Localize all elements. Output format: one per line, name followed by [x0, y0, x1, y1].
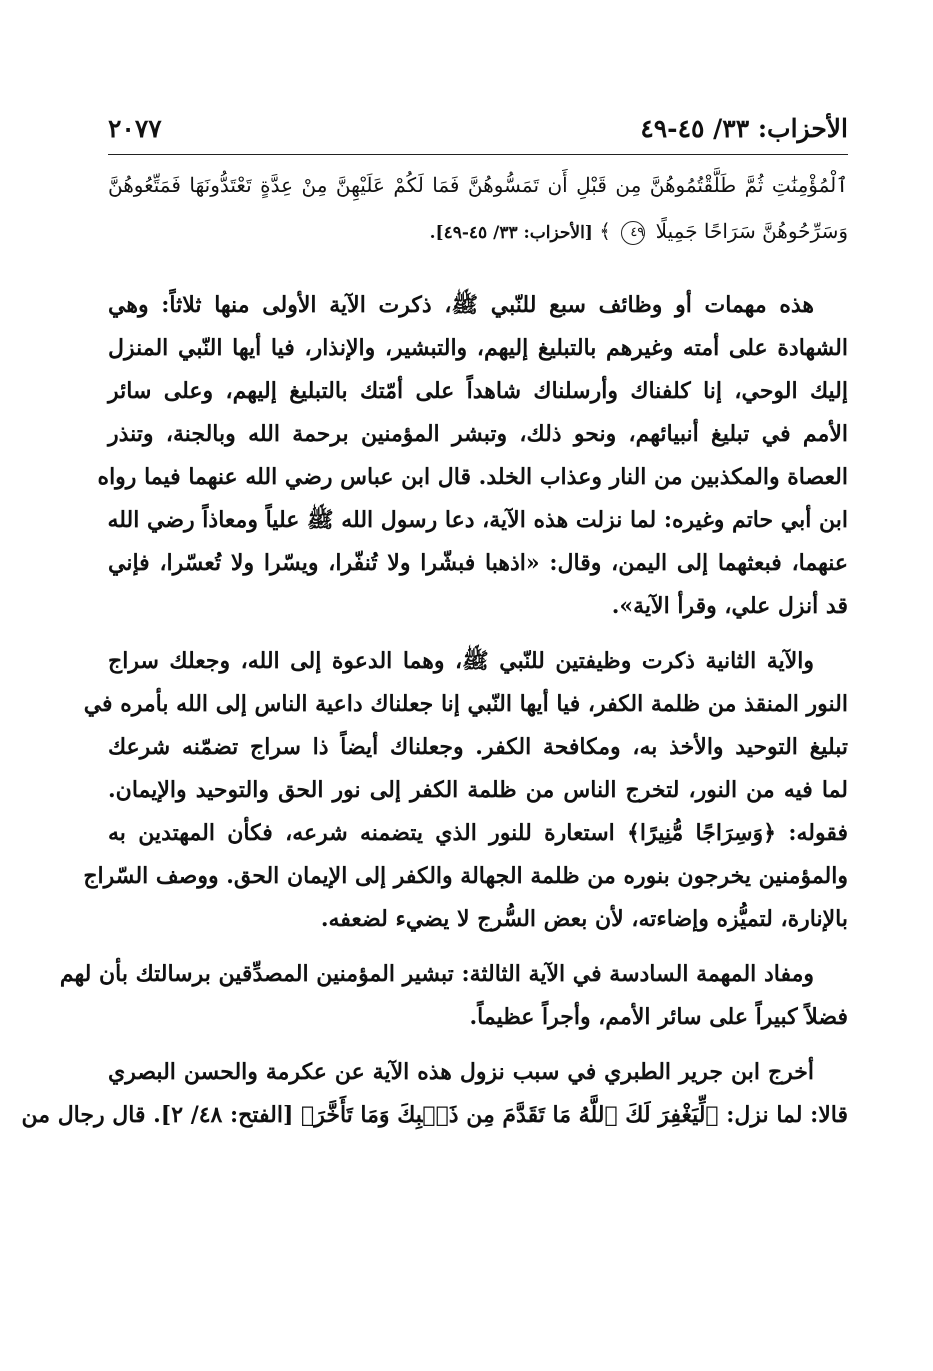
text-line: بالإنارة، لتميُّزه وإضاءته، لأن بعض السُّرج لا يضيء لضعفه. — [320, 906, 848, 932]
text-line: إليك الوحي، إنا كلفناك وأرسلناك شاهداً على أمّتك بالتبليغ إليهم، وعلى سائر — [108, 378, 848, 404]
quran-line-2-text: وَسَرِّحُوهُنَّ سَرَاحًا جَمِيلًا — [655, 219, 848, 243]
text-line: لما فيه من النور، لتخرج الناس من ظلمة الكفر إلى نور الحق والتوحيد والإيمان. — [108, 777, 849, 803]
text-line: قالا: لما نزل: ﴿لِّيَغْفِرَ لَكَ ٱللَّهُ مَا تَقَدَّمَ مِن ذَنۢبِكَ وَمَا تَأَخَّرَ﴾ [الفتح: ٤٨/ ٢]. قال رجال من — [21, 1102, 848, 1128]
paragraph-3 — [59, 953, 848, 1039]
paragraph-4 — [21, 1051, 848, 1137]
text-line: عنهما، فبعثهما إلى اليمن، وقال: «اذهبا فبشّرا ولا تُنفّرا، ويسّرا ولا تُعسّرا، فإني — [108, 550, 848, 576]
text-line: فقوله: ﴿وَسِرَاجًا مُّنِيرًا﴾ استعارة للنور الذي يتضمنه شرعه، فكأن المهتدين به — [108, 820, 848, 846]
text-line: والآية الثانية ذكرت وظيفتين للنّبي ﷺ، وهما الدعوة إلى الله، وجعلك سراج — [108, 648, 814, 674]
verse-number-marker: ٤٩ — [621, 221, 645, 245]
page-header — [108, 108, 848, 152]
paragraph-1 — [97, 284, 848, 628]
text-line: فضلاً كبيراً على سائر الأمم، وأجراً عظيماً. — [469, 1004, 848, 1030]
text-line: الشهادة على أمته وغيرهم بالتبليغ إليهم، والتبشير، والإنذار، فيا أيها النّبي المنزل — [108, 335, 848, 361]
text-line: والمؤمنين يخرجون بنوره من ظلمة الجهالة والكفر إلى الإيمان الحق. ووصف السّراج — [83, 863, 848, 889]
header-divider — [108, 154, 848, 155]
page-number: ٢٠٧٧ — [108, 114, 162, 143]
quran-verse-block — [108, 162, 848, 254]
paragraph-2 — [83, 640, 849, 941]
text-line: ومفاد المهمة السادسة في الآية الثالثة: تبشير المؤمنين المصدِّقين برسالتك بأن لهم — [59, 961, 814, 987]
text-line: النور المنقذ من ظلمة الكفر، فيا أيها النّبي إنا جعلناك داعية الناس إلى الله بأمره في — [83, 691, 848, 717]
text-line: قد أنزل علي، وقرأ الآية». — [611, 593, 848, 619]
surah-reference: الأحزاب: ٣٣/ ٤٥-٤٩ — [640, 114, 848, 143]
quran-reference: [الأحزاب: ٣٣/ ٤٥-٤٩]. — [429, 223, 593, 243]
text-line: تبليغ التوحيد والأخذ به، ومكافحة الكفر. وجعلناك أيضاً ذا سراج تضمّنه شرعك — [108, 734, 848, 760]
text-line: أخرج ابن جرير الطبري في سبب نزول هذه الآية عن عكرمة والحسن البصري — [108, 1059, 814, 1085]
quran-line-2 — [108, 208, 848, 254]
quran-closing-bracket: ﴾ — [599, 219, 611, 243]
text-line: العصاة والمكذبين من النار وعذاب الخلد. قال ابن عباس رضي الله عنهما فيما رواه — [97, 464, 848, 490]
text-line: الأمم في تبليغ أنبيائهم، ونحو ذلك، وتبشر المؤمنين برحمة الله وبالجنة، وتنذر — [108, 421, 848, 447]
quran-line-1: ٱلْمُؤْمِنَٰتِ ثُمَّ طَلَّقْتُمُوهُنَّ مِن قَبْلِ أَن تَمَسُّوهُنَّ فَمَا لَكُمْ عَلَيْهِنَّ مِنْ عِدَّةٍ تَعْتَدُّونَهَا فَمَتِّعُوهُنَّ — [108, 173, 848, 197]
text-line: هذه مهمات أو وظائف سبع للنّبي ﷺ، ذكرت الآية الأولى منها ثلاثاً: وهي — [108, 292, 814, 318]
commentary-text — [21, 284, 849, 1149]
text-line: ابن أبي حاتم وغيره: لما نزلت هذه الآية، دعا رسول الله ﷺ علياً ومعاذاً رضي الله — [107, 507, 848, 533]
